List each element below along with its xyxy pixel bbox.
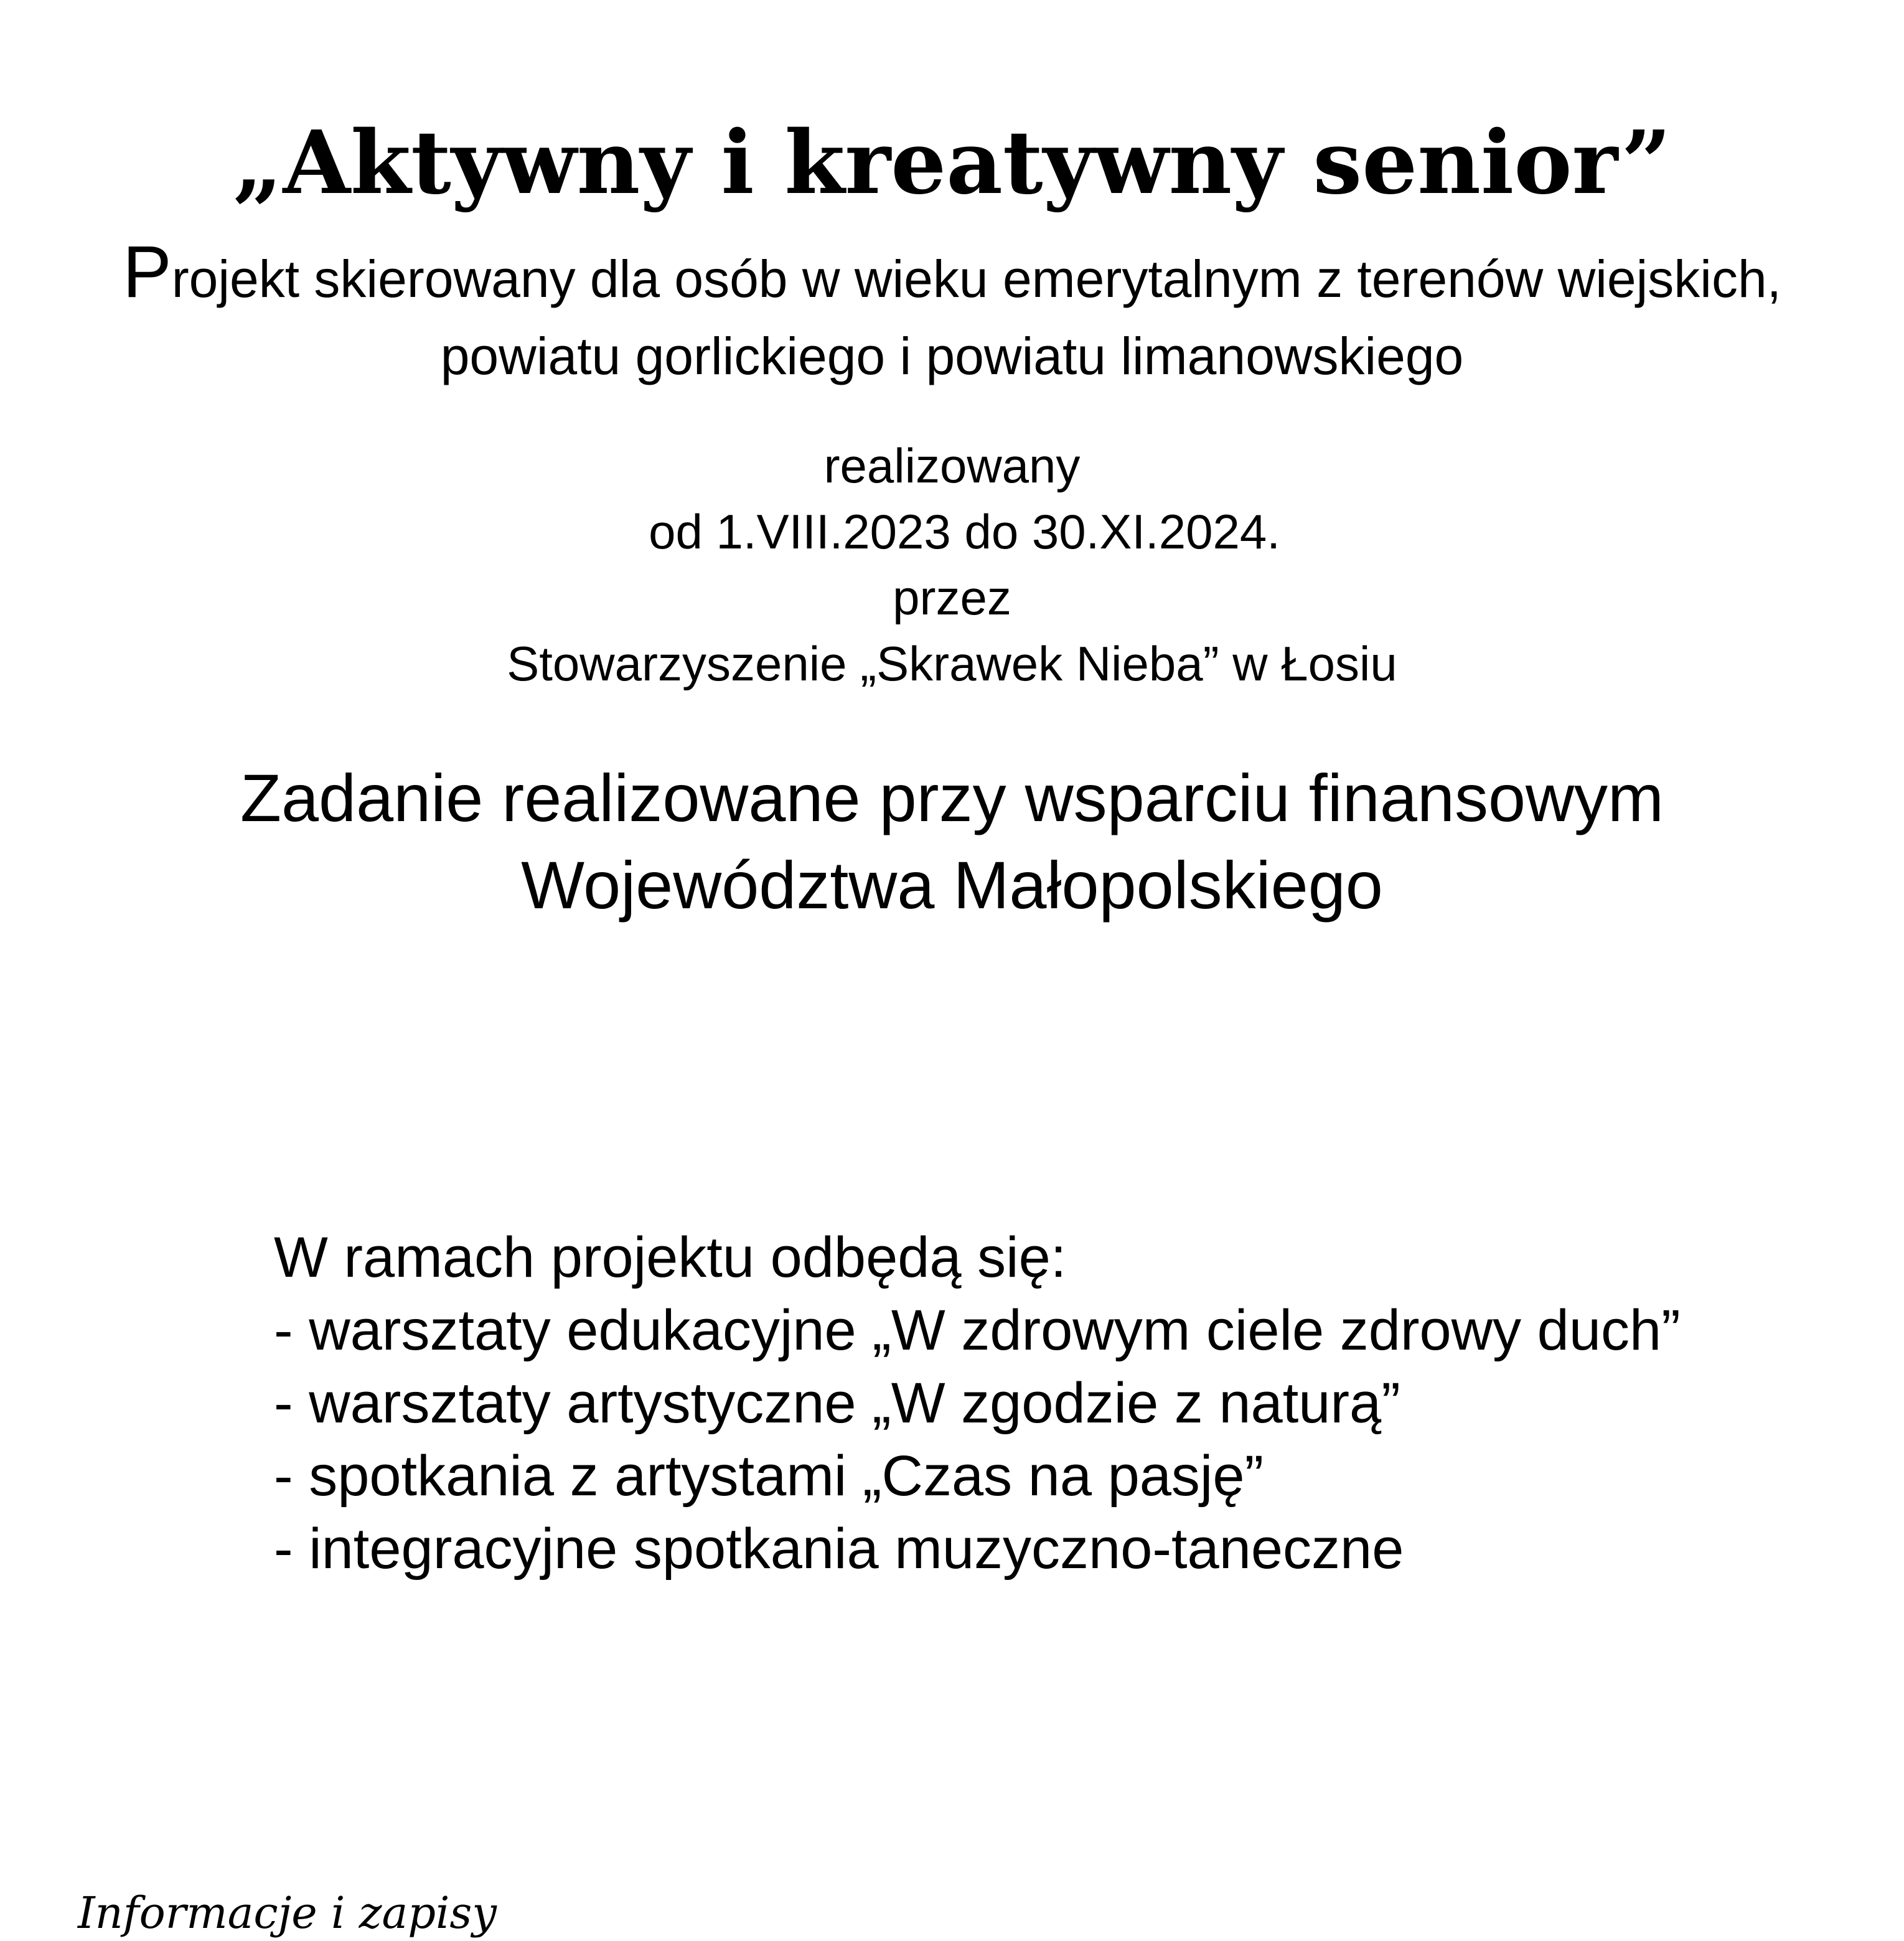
list-item: - warsztaty edukacyjne „W zdrowym ciele zdrowy duch”: [274, 1299, 1681, 1362]
activities-section: [274, 1221, 1681, 1586]
description-line-2: powiatu gorlickiego i powiatu limanowskiego: [440, 327, 1464, 385]
footer-partial-text: Informacje i zapisy: [78, 1887, 497, 1939]
funding-line-2: Województwa Małopolskiego: [521, 847, 1383, 923]
funding-line-1: Zadanie realizowane przy wsparciu finansowym: [240, 760, 1664, 835]
description-line-1-text: rojekt skierowany dla osób w wieku emerytalnym z terenów wiejskich,: [171, 250, 1782, 308]
funding-statement: [0, 754, 1904, 929]
activities-list: [274, 1294, 1681, 1586]
list-item: - warsztaty artystyczne „W zgodzie z naturą”: [274, 1371, 1400, 1435]
realization-label: realizowany: [823, 438, 1081, 493]
realization-dates: od 1.VIII.2023 do 30.XI.2024.: [649, 504, 1280, 559]
description-initial-letter: P: [122, 231, 172, 313]
document-title: „Aktywny i kreatywny senior”: [232, 112, 1672, 214]
organization-name: Stowarzyszenie „Skrawek Nieba” w Łosiu: [507, 636, 1397, 691]
activities-intro: W ramach projektu odbędą się:: [274, 1226, 1067, 1289]
list-item: - spotkania z artystami „Czas na pasję”: [274, 1444, 1264, 1508]
list-item: - integracyjne spotkania muzyczno-taneczne: [274, 1517, 1404, 1581]
realization-by-label: przez: [893, 570, 1011, 625]
realization-info: [0, 433, 1904, 697]
description-line-1: [0, 233, 1904, 317]
project-description: [0, 233, 1904, 395]
